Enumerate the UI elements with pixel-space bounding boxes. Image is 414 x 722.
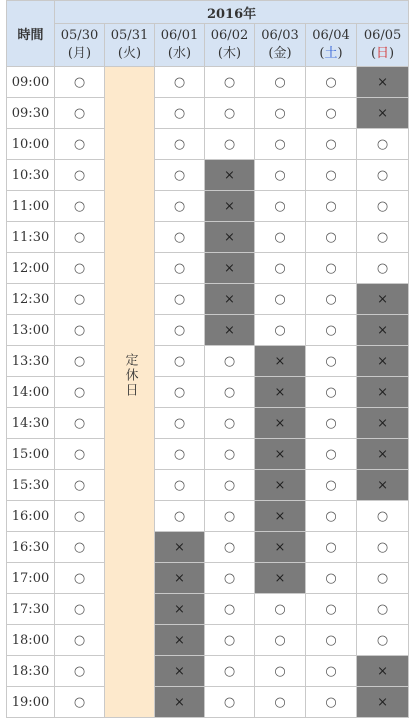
closed-day-cell <box>105 67 155 718</box>
available-slot[interactable]: ○ <box>55 625 105 656</box>
date-label: 06/05 <box>363 28 402 43</box>
date-label: 06/02 <box>210 28 249 43</box>
available-slot[interactable]: ○ <box>155 470 205 501</box>
available-slot[interactable]: ○ <box>205 594 255 625</box>
table-header <box>7 1 409 67</box>
time-cell: 18:30 <box>7 656 55 687</box>
booked-slot: × <box>357 284 409 315</box>
available-slot[interactable]: ○ <box>55 67 105 98</box>
available-slot[interactable]: ○ <box>55 563 105 594</box>
booked-slot: × <box>255 346 306 377</box>
available-slot[interactable]: ○ <box>306 253 357 284</box>
booked-slot: × <box>255 563 306 594</box>
date-label: 06/04 <box>312 28 350 43</box>
booked-slot: × <box>357 470 409 501</box>
available-slot[interactable]: ○ <box>306 346 357 377</box>
booked-slot: × <box>205 222 255 253</box>
available-slot[interactable]: ○ <box>306 501 357 532</box>
available-slot[interactable]: ○ <box>55 222 105 253</box>
booked-slot: × <box>255 408 306 439</box>
available-slot[interactable]: ○ <box>55 594 105 625</box>
available-slot[interactable]: ○ <box>205 439 255 470</box>
booked-slot: × <box>255 439 306 470</box>
date-header-2 <box>155 24 205 67</box>
available-slot[interactable]: ○ <box>205 129 255 160</box>
booked-slot: × <box>357 439 409 470</box>
available-slot[interactable]: ○ <box>306 656 357 687</box>
date-label: 05/30 <box>60 28 99 43</box>
weekday-label: (日) <box>370 46 395 61</box>
table-row <box>7 346 409 377</box>
available-slot[interactable]: ○ <box>306 315 357 346</box>
table-row <box>7 222 409 253</box>
available-slot[interactable]: ○ <box>255 67 306 98</box>
time-cell: 16:30 <box>7 532 55 563</box>
time-cell: 16:00 <box>7 501 55 532</box>
weekday-char: 土 <box>324 46 338 61</box>
table-body <box>7 67 409 718</box>
weekday-label: (月) <box>67 46 92 61</box>
booked-slot: × <box>205 191 255 222</box>
table-row <box>7 191 409 222</box>
available-slot[interactable]: ○ <box>357 563 409 594</box>
available-slot[interactable]: ○ <box>55 377 105 408</box>
available-slot[interactable]: ○ <box>155 284 205 315</box>
available-slot[interactable]: ○ <box>306 470 357 501</box>
available-slot[interactable]: ○ <box>155 98 205 129</box>
booked-slot: × <box>205 160 255 191</box>
available-slot[interactable]: ○ <box>155 253 205 284</box>
available-slot[interactable]: ○ <box>55 439 105 470</box>
booked-slot: × <box>155 625 205 656</box>
available-slot[interactable]: ○ <box>357 532 409 563</box>
available-slot[interactable]: ○ <box>255 222 306 253</box>
time-cell: 15:00 <box>7 439 55 470</box>
available-slot[interactable]: ○ <box>205 656 255 687</box>
available-slot[interactable]: ○ <box>306 67 357 98</box>
booked-slot: × <box>357 98 409 129</box>
available-slot[interactable]: ○ <box>306 594 357 625</box>
available-slot[interactable]: ○ <box>255 98 306 129</box>
table-row <box>7 315 409 346</box>
time-cell: 12:00 <box>7 253 55 284</box>
available-slot[interactable]: ○ <box>357 625 409 656</box>
booked-slot: × <box>155 563 205 594</box>
available-slot[interactable]: ○ <box>55 346 105 377</box>
table-row <box>7 501 409 532</box>
available-slot[interactable]: ○ <box>155 408 205 439</box>
available-slot[interactable]: ○ <box>306 625 357 656</box>
available-slot[interactable]: ○ <box>306 160 357 191</box>
time-cell: 10:00 <box>7 129 55 160</box>
year-row <box>7 1 409 24</box>
table-row <box>7 439 409 470</box>
date-header-0 <box>55 24 105 67</box>
booked-slot: × <box>205 253 255 284</box>
available-slot[interactable]: ○ <box>155 377 205 408</box>
weekday-label: (木) <box>217 46 242 61</box>
available-slot[interactable]: ○ <box>155 67 205 98</box>
table-row <box>7 129 409 160</box>
available-slot[interactable]: ○ <box>306 563 357 594</box>
available-slot[interactable]: ○ <box>155 191 205 222</box>
time-cell: 14:00 <box>7 377 55 408</box>
available-slot[interactable]: ○ <box>55 408 105 439</box>
available-slot[interactable]: ○ <box>155 222 205 253</box>
available-slot[interactable]: ○ <box>357 253 409 284</box>
table-row <box>7 253 409 284</box>
available-slot[interactable]: ○ <box>306 129 357 160</box>
weekday-char: 水 <box>172 46 186 61</box>
date-header-5 <box>306 24 357 67</box>
time-cell: 12:30 <box>7 284 55 315</box>
time-cell: 18:00 <box>7 625 55 656</box>
date-label: 06/03 <box>261 28 299 43</box>
weekday-char: 日 <box>376 46 390 61</box>
time-cell: 19:00 <box>7 687 55 718</box>
table-row <box>7 594 409 625</box>
table-row <box>7 284 409 315</box>
available-slot[interactable]: ○ <box>55 191 105 222</box>
booked-slot: × <box>255 470 306 501</box>
available-slot[interactable]: ○ <box>55 253 105 284</box>
available-slot[interactable]: ○ <box>357 129 409 160</box>
available-slot[interactable]: ○ <box>205 67 255 98</box>
table-row <box>7 470 409 501</box>
available-slot[interactable]: ○ <box>357 191 409 222</box>
weekday-label: (土) <box>319 46 343 61</box>
available-slot[interactable]: ○ <box>255 687 306 718</box>
table-row <box>7 98 409 129</box>
available-slot[interactable]: ○ <box>255 160 306 191</box>
weekday-char: 月 <box>72 46 86 61</box>
available-slot[interactable]: ○ <box>255 253 306 284</box>
available-slot[interactable]: ○ <box>55 501 105 532</box>
time-cell: 17:30 <box>7 594 55 625</box>
available-slot[interactable]: ○ <box>205 470 255 501</box>
available-slot[interactable]: ○ <box>255 315 306 346</box>
date-header-6 <box>357 24 409 67</box>
time-cell: 17:00 <box>7 563 55 594</box>
date-header-3 <box>205 24 255 67</box>
table-row <box>7 408 409 439</box>
booked-slot: × <box>205 284 255 315</box>
available-slot[interactable]: ○ <box>306 377 357 408</box>
available-slot[interactable]: ○ <box>55 160 105 191</box>
weekday-char: 木 <box>222 46 236 61</box>
available-slot[interactable]: ○ <box>306 687 357 718</box>
available-slot[interactable]: ○ <box>155 129 205 160</box>
available-slot[interactable]: ○ <box>55 656 105 687</box>
weekday-label: (水) <box>167 46 192 61</box>
weekday-char: 火 <box>122 46 136 61</box>
booked-slot: × <box>357 687 409 718</box>
booked-slot: × <box>155 594 205 625</box>
date-header-4 <box>255 24 306 67</box>
available-slot[interactable]: ○ <box>55 98 105 129</box>
available-slot[interactable]: ○ <box>306 439 357 470</box>
time-cell: 09:30 <box>7 98 55 129</box>
time-cell: 09:00 <box>7 67 55 98</box>
time-column-header: 時間 <box>7 1 55 67</box>
table-row <box>7 160 409 191</box>
booked-slot: × <box>205 315 255 346</box>
available-slot[interactable]: ○ <box>155 439 205 470</box>
time-cell: 13:00 <box>7 315 55 346</box>
booked-slot: × <box>155 532 205 563</box>
available-slot[interactable]: ○ <box>55 532 105 563</box>
available-slot[interactable]: ○ <box>306 191 357 222</box>
available-slot[interactable]: ○ <box>357 501 409 532</box>
time-cell: 14:30 <box>7 408 55 439</box>
available-slot[interactable]: ○ <box>205 625 255 656</box>
available-slot[interactable]: ○ <box>306 532 357 563</box>
available-slot[interactable]: ○ <box>205 501 255 532</box>
available-slot[interactable]: ○ <box>155 315 205 346</box>
available-slot[interactable]: ○ <box>55 129 105 160</box>
weekday-label: (金) <box>268 46 292 61</box>
booked-slot: × <box>255 501 306 532</box>
available-slot[interactable]: ○ <box>357 594 409 625</box>
table-row <box>7 563 409 594</box>
time-cell: 15:30 <box>7 470 55 501</box>
date-label: 05/31 <box>110 28 149 43</box>
time-cell: 10:30 <box>7 160 55 191</box>
time-cell: 11:00 <box>7 191 55 222</box>
available-slot[interactable]: ○ <box>205 687 255 718</box>
available-slot[interactable]: ○ <box>255 625 306 656</box>
available-slot[interactable]: ○ <box>55 315 105 346</box>
available-slot[interactable]: ○ <box>357 222 409 253</box>
available-slot[interactable]: ○ <box>205 408 255 439</box>
available-slot[interactable]: ○ <box>357 160 409 191</box>
available-slot[interactable]: ○ <box>55 470 105 501</box>
date-row <box>7 24 409 67</box>
available-slot[interactable]: ○ <box>255 284 306 315</box>
booked-slot: × <box>357 346 409 377</box>
date-header-1 <box>105 24 155 67</box>
available-slot[interactable]: ○ <box>155 501 205 532</box>
time-cell: 11:30 <box>7 222 55 253</box>
weekday-label: (火) <box>117 46 142 61</box>
available-slot[interactable]: ○ <box>205 346 255 377</box>
time-cell: 13:30 <box>7 346 55 377</box>
booked-slot: × <box>357 656 409 687</box>
available-slot[interactable]: ○ <box>55 284 105 315</box>
available-slot[interactable]: ○ <box>205 377 255 408</box>
booked-slot: × <box>255 377 306 408</box>
table-row <box>7 656 409 687</box>
booked-slot: × <box>357 67 409 98</box>
available-slot[interactable]: ○ <box>306 408 357 439</box>
available-slot[interactable]: ○ <box>306 284 357 315</box>
table-row <box>7 625 409 656</box>
booked-slot: × <box>357 408 409 439</box>
table-row <box>7 67 409 98</box>
available-slot[interactable]: ○ <box>306 98 357 129</box>
available-slot[interactable]: ○ <box>55 687 105 718</box>
booked-slot: × <box>255 532 306 563</box>
booked-slot: × <box>155 687 205 718</box>
booked-slot: × <box>155 656 205 687</box>
available-slot[interactable]: ○ <box>255 656 306 687</box>
booked-slot: × <box>357 315 409 346</box>
closed-day-label: 定休日 <box>122 353 138 398</box>
booked-slot: × <box>357 377 409 408</box>
table-row <box>7 532 409 563</box>
year-header: 2016年 <box>55 1 409 24</box>
availability-table <box>6 0 409 718</box>
available-slot[interactable]: ○ <box>205 98 255 129</box>
table-row <box>7 377 409 408</box>
date-label: 06/01 <box>160 28 199 43</box>
table-row <box>7 687 409 718</box>
available-slot[interactable]: ○ <box>155 160 205 191</box>
available-slot[interactable]: ○ <box>306 222 357 253</box>
available-slot[interactable]: ○ <box>255 191 306 222</box>
weekday-char: 金 <box>273 46 287 61</box>
available-slot[interactable]: ○ <box>255 129 306 160</box>
available-slot[interactable]: ○ <box>205 563 255 594</box>
available-slot[interactable]: ○ <box>205 532 255 563</box>
available-slot[interactable]: ○ <box>255 594 306 625</box>
available-slot[interactable]: ○ <box>155 346 205 377</box>
